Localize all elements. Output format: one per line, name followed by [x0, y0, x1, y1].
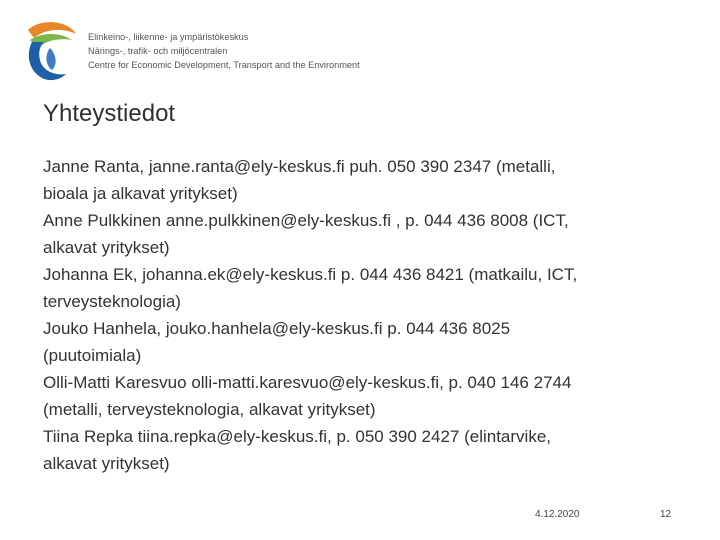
- org-name-swedish: Närings-, trafik- och miljöcentralen: [88, 46, 228, 56]
- contact-item: [43, 207, 693, 261]
- contact-line: Jouko Hanhela, jouko.hanhela@ely-keskus.fi p. 044 436 8025: [43, 319, 511, 338]
- contact-line: Johanna Ek, johanna.ek@ely-keskus.fi p. 044 436 8421 (matkailu, ICT,: [43, 265, 578, 284]
- contact-line: alkavat yritykset): [43, 238, 170, 257]
- contact-item: [43, 261, 693, 315]
- org-name-english: Centre for Economic Development, Transport and the Environment: [88, 60, 360, 70]
- contact-list: [43, 153, 693, 477]
- contact-line: Tiina Repka tiina.repka@ely-keskus.fi, p. 050 390 2427 (elintarvike,: [43, 427, 551, 446]
- contact-line: Janne Ranta, janne.ranta@ely-keskus.fi puh. 050 390 2347 (metalli,: [43, 157, 556, 176]
- org-name-finnish: Elinkeino-, liikenne- ja ympäristökeskus: [88, 32, 249, 42]
- contact-item: [43, 423, 693, 477]
- contact-line: Anne Pulkkinen anne.pulkkinen@ely-keskus.fi , p. 044 436 8008 (ICT,: [43, 211, 569, 230]
- contact-line: (puutoimiala): [43, 346, 142, 365]
- organization-names: [88, 30, 360, 72]
- contact-line: (metalli, terveysteknologia, alkavat yritykset): [43, 400, 376, 419]
- ely-keskus-logo-icon: [20, 20, 80, 82]
- contact-item: [43, 315, 693, 369]
- contact-line: alkavat yritykset): [43, 454, 170, 473]
- contact-line: Olli-Matti Karesvuo olli-matti.karesvuo@ely-keskus.fi, p. 040 146 2744: [43, 373, 572, 392]
- contact-item: [43, 369, 693, 423]
- contact-line: terveysteknologia): [43, 292, 181, 311]
- slide-title: Yhteystiedot: [43, 100, 176, 127]
- footer-date: 4.12.2020: [535, 509, 580, 520]
- page-number: 12: [660, 509, 672, 520]
- contact-item: [43, 153, 693, 207]
- contact-line: bioala ja alkavat yritykset): [43, 184, 238, 203]
